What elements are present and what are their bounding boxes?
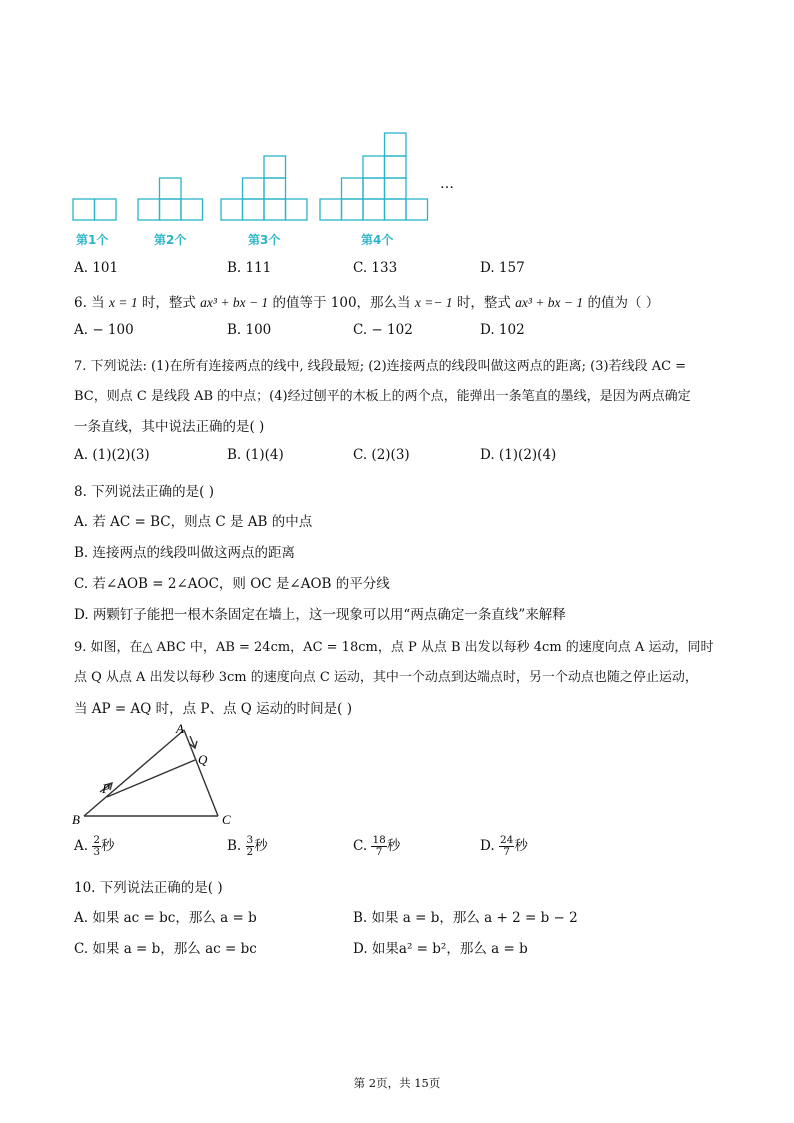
point-q-label: Q: [198, 752, 208, 767]
q6-math: ax³ + bx − 1: [200, 295, 269, 310]
pattern-ellipsis: …: [440, 176, 454, 192]
denominator: 2: [246, 846, 254, 858]
option-prefix: C.: [353, 838, 372, 854]
q6-option-c[interactable]: C. − 102: [353, 322, 413, 338]
unit: 秒: [514, 838, 528, 854]
q7-option-a[interactable]: A. (1)(2)(3): [74, 447, 150, 463]
q6-text: 时，整式: [452, 295, 516, 311]
q6-text: 的值为（ ）: [583, 295, 660, 311]
denominator: 7: [503, 846, 510, 858]
q10-option-d[interactable]: D. 如果a² = b²，那么 a = b: [353, 941, 528, 957]
q9-stem-line2: 点 Q 从点 A 出发以每秒 3cm 的速度向点 C 运动，其中一个动点到达端点时，另一个动点也随之停止运动，: [74, 670, 698, 685]
unit: 秒: [101, 838, 115, 854]
q7-stem-line2: BC，则点 C 是线段 AB 的中点；(4)经过刨平的木板上的两个点，能弹出一条笔直的墨线，是因为两点确定: [74, 389, 691, 404]
option-prefix: D.: [480, 838, 499, 854]
q7-stem-line3: 一条直线，其中说法正确的是( ): [74, 419, 265, 435]
q5-option-a[interactable]: A. 101: [74, 260, 119, 276]
point-p-label: P: [102, 781, 110, 796]
q8-option-c[interactable]: C. 若∠AOB = 2∠AOC，则 OC 是∠AOB 的平分线: [74, 576, 390, 592]
q6-text: 的值等于 100，那么当: [268, 295, 415, 311]
q9-stem-line3: 当 AP = AQ 时，点 P、点 Q 运动的时间是( ): [74, 701, 352, 717]
fraction: [371, 835, 386, 858]
q6-option-b[interactable]: B. 100: [227, 322, 272, 338]
q6-text: 时，整式: [137, 295, 201, 311]
triangle-abc-figure: [68, 720, 248, 830]
point-b-label: B: [72, 812, 80, 827]
point-c-label: C: [222, 812, 231, 827]
point-a-label: A: [176, 721, 184, 736]
q10-option-b[interactable]: B. 如果 a = b，那么 a + 2 = b − 2: [353, 910, 578, 926]
unit: 秒: [386, 838, 401, 854]
q6-math: x = 1: [108, 295, 138, 310]
pattern-label-2: 第2个: [154, 233, 187, 247]
denominator: 3: [93, 846, 101, 858]
numerator: 18: [372, 834, 386, 846]
pattern-label-3: 第3个: [248, 233, 281, 247]
q9-option-c[interactable]: [353, 834, 400, 858]
q6-option-d[interactable]: D. 102: [480, 322, 525, 338]
q8-option-a[interactable]: A. 若 AC = BC，则点 C 是 AB 的中点: [74, 514, 313, 530]
q10-option-a[interactable]: A. 如果 ac = bc，那么 a = b: [74, 910, 257, 926]
pattern-label-1: 第1个: [76, 233, 109, 247]
q8-stem: 8. 下列说法正确的是( ): [74, 484, 214, 500]
q10-stem: 10. 下列说法正确的是( ): [74, 880, 223, 896]
q7-option-c[interactable]: C. (2)(3): [353, 447, 410, 463]
q6-math: ax³ + bx − 1: [515, 295, 584, 310]
q6-option-a[interactable]: A. − 100: [74, 322, 134, 338]
q7-option-b[interactable]: B. (1)(4): [227, 447, 284, 463]
q5-option-b[interactable]: B. 111: [227, 260, 272, 276]
numerator: 24: [499, 834, 514, 846]
q8-option-d[interactable]: D. 两颗钉子能把一根木条固定在墙上，这一现象可以用“两点确定一条直线”来解释: [74, 607, 566, 623]
q5-option-d[interactable]: D. 157: [480, 260, 525, 276]
unit: 秒: [254, 838, 268, 854]
q7-stem-line1: 7. 下列说法: (1)在所有连接两点的线中, 线段最短; (2)连接两点的线段叫做这两点的距离; (3)若线段 AC =: [74, 359, 687, 374]
option-prefix: B.: [227, 838, 246, 854]
q6-text: 6. 当: [74, 295, 109, 311]
pattern-label-4: 第4个: [361, 233, 394, 247]
q9-option-a[interactable]: [74, 834, 115, 858]
fraction: [92, 835, 101, 858]
q6-math: x =− 1: [414, 295, 453, 310]
q10-option-c[interactable]: C. 如果 a = b，那么 ac = bc: [74, 941, 257, 957]
q7-option-d[interactable]: D. (1)(2)(4): [480, 447, 557, 463]
q9-option-d[interactable]: [480, 834, 528, 858]
fraction: [246, 835, 255, 858]
fraction: [499, 835, 514, 858]
q5-option-c[interactable]: C. 133: [353, 260, 398, 276]
q6-stem: [74, 291, 659, 311]
q8-option-b[interactable]: B. 连接两点的线段叫做这两点的距离: [74, 545, 296, 561]
q9-stem-line1: 9. 如图，在△ ABC 中，AB = 24cm，AC = 18cm，点 P 从点 B 出发以每秒 4cm 的速度向点 A 运动，同时: [74, 640, 714, 655]
q9-option-b[interactable]: [227, 834, 268, 858]
numerator: 3: [246, 834, 254, 846]
denominator: 7: [375, 846, 383, 858]
option-prefix: A.: [74, 838, 93, 854]
page-footer: 第 2页，共 15页: [353, 1076, 441, 1090]
numerator: 2: [93, 834, 101, 846]
